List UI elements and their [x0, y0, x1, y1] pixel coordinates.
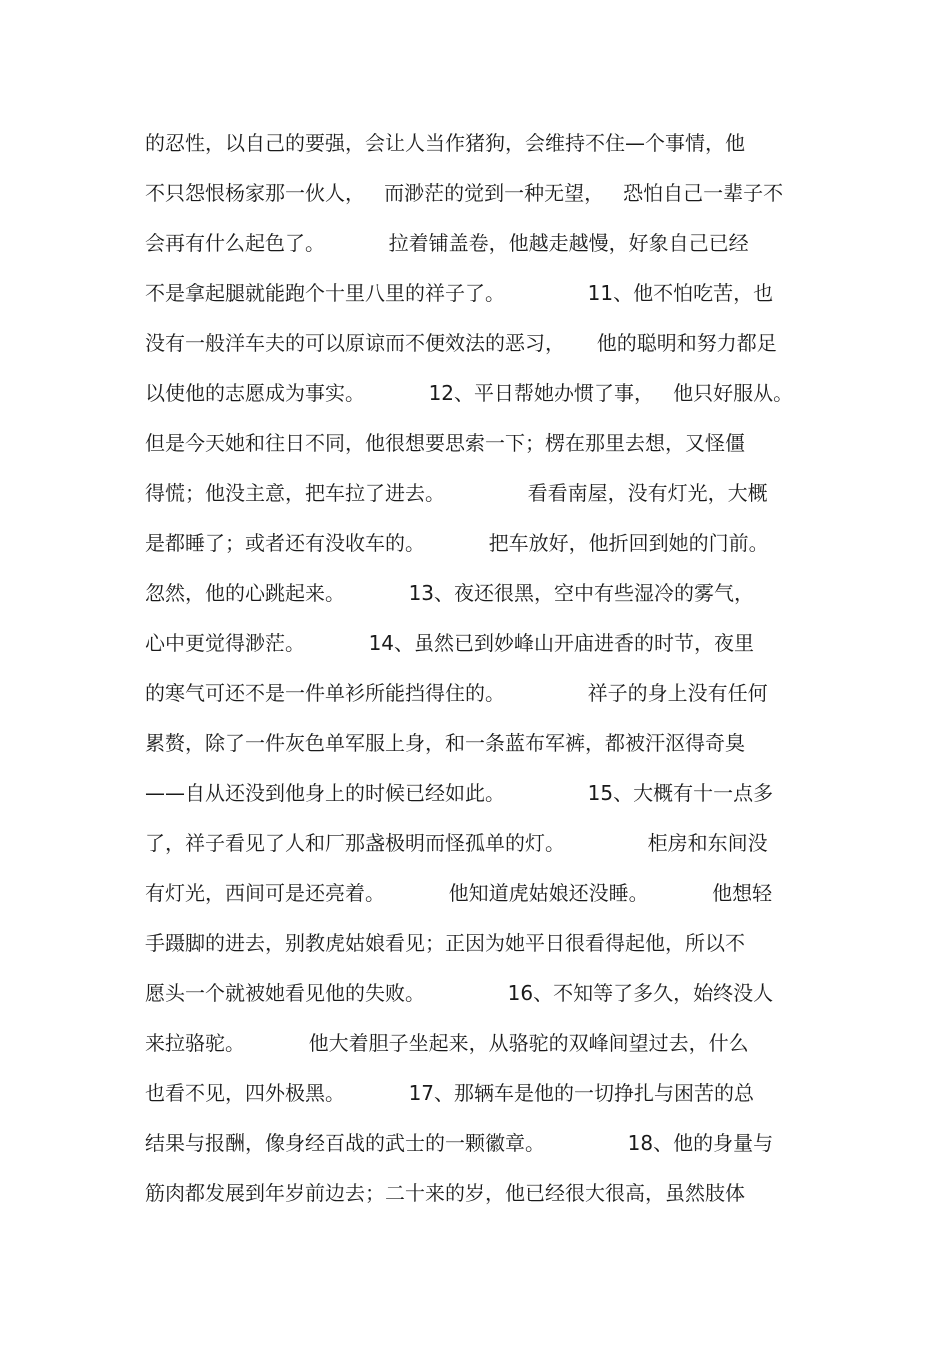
text-line: 愿头一个就被她看见他的失败。 16、不知等了多久，始终没人: [145, 981, 774, 1005]
text-line: 来拉骆驼。 他大着胆子坐起来，从骆驼的双峰间望过去，什么: [145, 1031, 749, 1055]
text-line: 的寒气可还不是一件单衫所能挡得住的。 祥子的身上没有任何: [145, 681, 768, 705]
text-line: 筋肉都发展到年岁前边去；二十来的岁，他已经很大很高，虽然肢体: [145, 1181, 745, 1205]
text-line: 忽然，他的心跳起来。 13、夜还很黑，空中有些湿冷的雾气，: [145, 581, 755, 605]
text-line: 结果与报酬，像身经百战的武士的一颗徽章。 18、他的身量与: [145, 1131, 774, 1155]
text-line: 但是今天她和往日不同，他很想要思索一下；楞在那里去想，又怪僵: [145, 431, 745, 455]
text-line: 也看不见，四外极黑。 17、那辆车是他的一切挣扎与困苦的总: [145, 1081, 755, 1105]
text-line: 心中更觉得渺茫。 14、虽然已到妙峰山开庙进香的时节，夜里: [145, 631, 755, 655]
text-line: 的忍性，以自己的要强，会让人当作猪狗，会维持不住—个事情，他: [145, 131, 745, 155]
text-line: 有灯光，西间可是还亮着。 他知道虎姑娘还没睡。 他想轻: [145, 881, 773, 905]
body-text: [145, 118, 825, 1218]
text-line: 不是拿起腿就能跑个十里八里的祥子了。 11、他不怕吃苦，也: [145, 281, 774, 305]
text-line: 是都睡了；或者还有没收车的。 把车放好，他折回到她的门前。: [145, 531, 769, 555]
text-line: 会再有什么起色了。 拉着铺盖卷，他越走越慢，好象自己已经: [145, 231, 749, 255]
text-line: 不只怨恨杨家那一伙人， 而渺茫的觉到一种无望， 恐怕自己一辈子不: [145, 181, 784, 205]
text-line: 了，祥子看见了人和厂那盏极明而怪孤单的灯。 柜房和东间没: [145, 831, 768, 855]
text-line: 以使他的志愿成为事实。 12、平日帮她办惯了事， 他只好服从。: [145, 381, 794, 405]
text-line: 累赘，除了一件灰色单军服上身，和一条蓝布军裤，都被汗沤得奇臭: [145, 731, 745, 755]
text-line: 没有一般洋车夫的可以原谅而不便效法的恶习， 他的聪明和努力都足: [145, 331, 777, 355]
text-line: 手蹑脚的进去，别教虎姑娘看见；正因为她平日很看得起他，所以不: [145, 931, 745, 955]
text-line: ——自从还没到他身上的时候已经如此。 15、大概有十一点多: [145, 781, 774, 805]
text-line: 得慌；他没主意，把车拉了进去。 看看南屋，没有灯光，大概: [145, 481, 768, 505]
